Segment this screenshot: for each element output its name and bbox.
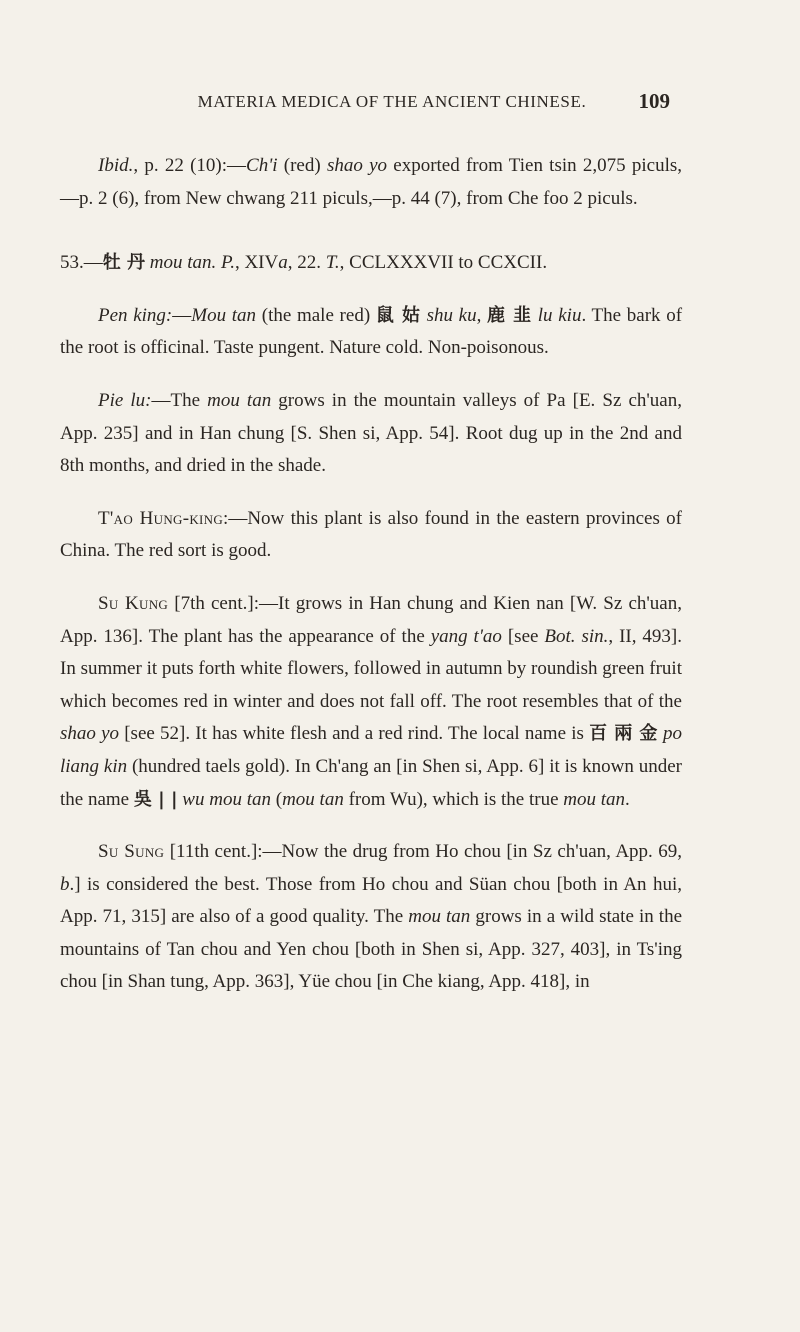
running-head: MATERIA MEDICA OF THE ANCIENT CHINESE. (197, 92, 587, 111)
wu-mou-tan-term: wu mou tan (182, 788, 271, 810)
xiv-a-suffix: a (278, 252, 288, 274)
ibid-text-3: exported from Tien tsin 2,075 piculs,—p. 2 (6), from New chwang 211 piculs,—p. 44 (7), from Che foo 2 piculs. (60, 155, 683, 209)
pen-king-label: Pen king: (98, 304, 173, 326)
su-kung-text-3: , II, 493]. In summer it puts forth white flowers, followed in autumn by roundish green fruit which becomes red in winter and does not fall off. The root resembles that of the (60, 625, 682, 712)
su-kung-text-4: [see 52]. It has white flesh and a red rind. The local name is (119, 723, 590, 745)
ibid-ref: Ibid. (98, 155, 134, 176)
author-su-sung: Su Sung (98, 841, 165, 863)
su-kung-text-1: [7th cent.]:—It grows in Han chung and Kien nan [W. Sz ch'uan, App. 136]. The plant has the appearance of the (60, 592, 682, 647)
ibid-text-2: (red) (277, 155, 327, 176)
author-su-kung: Su Kung (98, 592, 169, 614)
mou-tan-term: Mou tan (191, 304, 257, 326)
b-suffix: b (60, 873, 70, 895)
pie-lu-text-1: grows in the mountain valleys of Pa [E. Sz ch'uan, App. 235] and in Han chung [S. Shen si, App. 54]. Root dug up in the 2nd and 8th months, and dried in the shade. (60, 389, 682, 477)
paragraph-su-sung (60, 836, 682, 999)
paragraph-su-kung (60, 588, 682, 816)
bot-sin-ref: Bot. sin. (544, 625, 609, 647)
su-kung-text-5: (hundred taels gold). In Ch'ang an [in Shen si, App. 6] it is known under the name (60, 755, 682, 810)
po-liang-kin-term: po liang kin (60, 723, 683, 777)
su-kung-text-2: [see (501, 625, 545, 647)
lu-kiu-characters: 鹿 韭 (487, 304, 533, 326)
su-sung-text-1: [11th cent.]:—Now the drug from Ho chou [in Sz ch'uan, App. 69, (164, 841, 682, 863)
entry-chinese-characters: 牡 丹 (102, 252, 146, 274)
wu-mou-tan-characters: 吳 | | (133, 788, 178, 810)
paragraph-ibid (60, 150, 682, 215)
mou-tan-term: mou tan (207, 389, 272, 411)
pie-lu-text-0: —The (151, 389, 208, 411)
paragraph-pie-lu (60, 385, 682, 483)
t-reference: T. (325, 252, 340, 274)
su-kung-text-8: . (625, 788, 630, 810)
entry-number: 53.— (60, 252, 103, 274)
dash: — (172, 304, 192, 326)
paragraph-pen-king (60, 300, 682, 365)
mou-tan-term: mou tan (563, 788, 626, 810)
body-text (60, 150, 682, 999)
shao-yo-term: shao yo (326, 155, 388, 176)
entry-53-heading (60, 247, 682, 280)
pen-king-text-1: (the male red) (256, 304, 376, 326)
mou-tan-term: mou tan (282, 788, 344, 810)
shao-yo-term: shao yo (60, 723, 120, 745)
entry-romanized-name: mou tan. (149, 252, 217, 274)
po-liang-kin-characters: 百 兩 金 (589, 723, 658, 745)
su-sung-text-2: .] is considered the best. Those from Ho chou and Süan chou [both in An hui, App. 71, 315] are also of a good quality. The (60, 873, 682, 928)
shu-ku-characters: 鼠 姑 (375, 304, 421, 326)
su-sung-text-3: grows in a wild state in the mountains of Tan chou and Yen chou [both in Shen si, App. 327, 403], in Ts'ing chou [in Shan tung, App. 363], Yüe chou [in Che kiang, App. 418], in (60, 906, 683, 993)
page-number: 109 (638, 89, 670, 113)
comma: , (476, 304, 482, 326)
paragraph-tao-hung-king (60, 503, 682, 568)
chi-term: Ch'i (246, 155, 278, 176)
ibid-text-1: , p. 22 (10):— (133, 155, 247, 176)
shu-ku-term: shu ku (426, 304, 477, 326)
p-reference: P. (221, 252, 235, 274)
su-kung-text-6: ( (270, 788, 283, 810)
mou-tan-term: mou tan (408, 906, 471, 928)
lu-kiu-term: lu kiu (537, 304, 582, 326)
pie-lu-label: Pie lu: (98, 389, 152, 411)
entry-ref-text-2: , 22. (287, 252, 326, 274)
entry-ref-text-3: , CCLXXXVII to CCXCII. (339, 252, 548, 274)
entry-ref-text-1: , XIV (234, 252, 279, 274)
pen-king-text-2: . The bark of the root is officinal. Taste pungent. Nature cold. Non-poisonous. (60, 304, 683, 359)
yang-tao-term: yang t'ao (430, 625, 502, 647)
author-tao-hung-king: T'ao Hung-king (98, 507, 224, 529)
su-kung-text-7: from Wu), which is the true (343, 788, 564, 810)
tao-text: :—Now this plant is also found in the eastern provinces of China. The red sort is good. (60, 507, 682, 562)
